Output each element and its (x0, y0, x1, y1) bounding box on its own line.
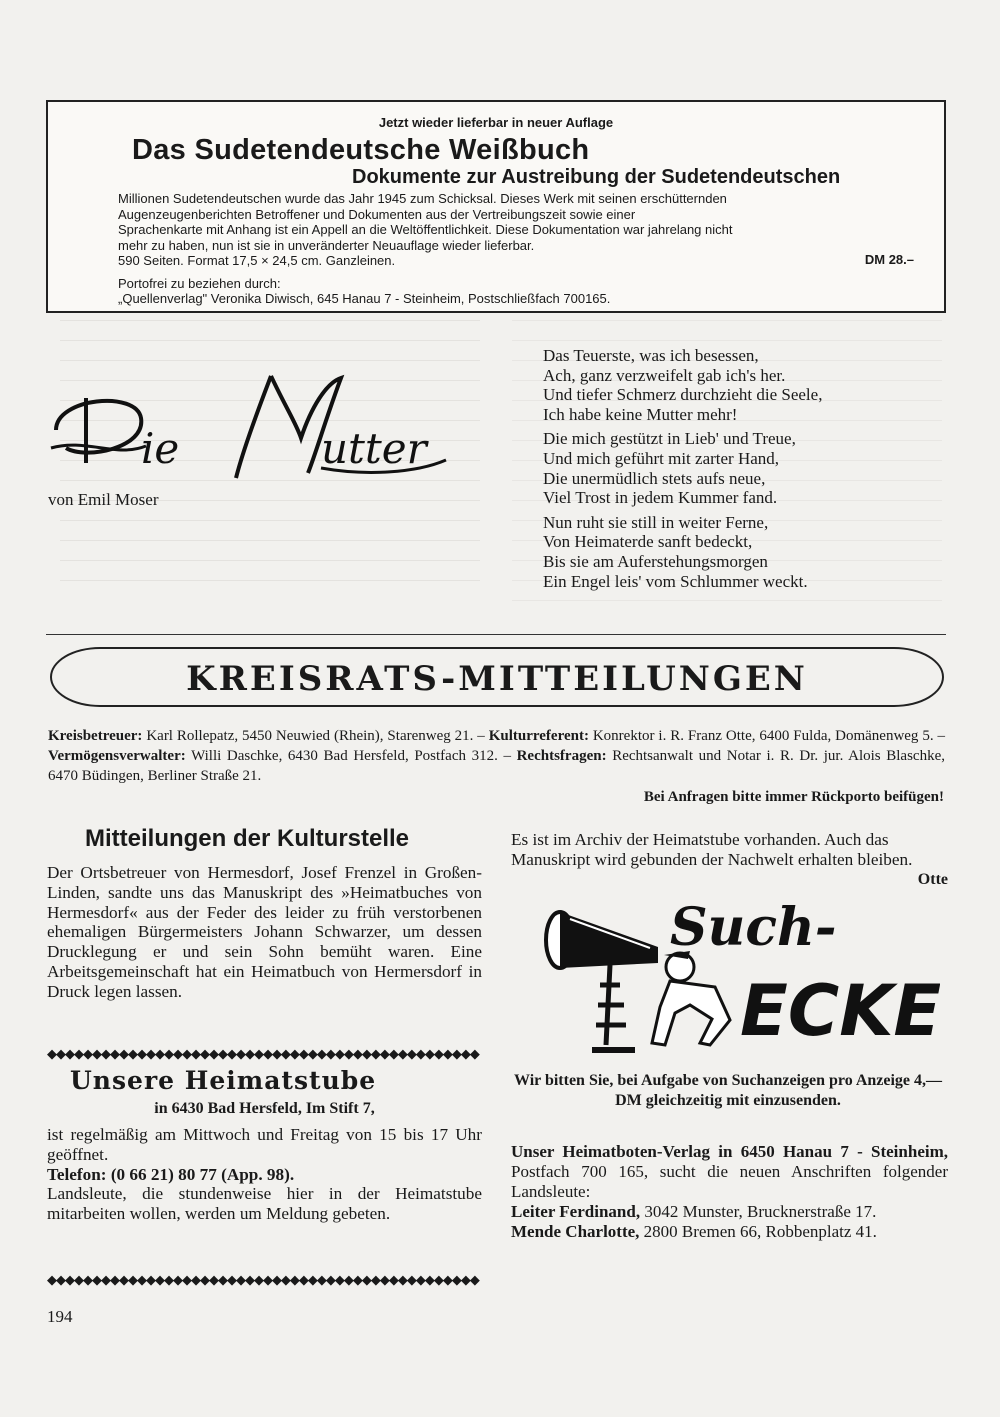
poem-line: Die mich gestützt in Lieb' und Treue, (543, 429, 796, 449)
kreisrat-banner (50, 647, 944, 707)
page-number: 194 (47, 1307, 73, 1326)
poem-author: von Emil Moser (48, 490, 159, 509)
contact-detail: Karl Rollepatz, 5450 Neuwied (Rhein), Starenweg 21. – (142, 728, 489, 744)
rueckporto-note: Bei Anfragen bitte immer Rückporto beifügen! (643, 789, 944, 805)
advert-description (118, 191, 898, 269)
weissbuch-advert (46, 100, 946, 313)
kulturstelle-continued: Es ist im Archiv der Heimatstube vorhanden. Auch das Manuskript wird gebunden der Nachwelt erhalten bleiben. (511, 830, 913, 869)
poem-line: Ein Engel leis' vom Schlummer weckt. (543, 571, 808, 591)
kulturstelle-body: Der Ortsbetreuer von Hermesdorf, Josef Frenzel in Großen-Linden, sandte uns das Manuskript des »Heimatbuches von Hermesdorf« aus der Feder des leider zu früh verstorbenen ehemaligen Bürgermeisters Johann Schwarzer, um dessen Drucklegung er und sein Sohn bemüht waren. Eine Arbeitsgemeinschaft hat ein Heimatbuch von Hermersdorf in Druck legen lassen. (47, 863, 482, 1001)
advert-text-line: Millionen Sudetendeutschen wurde das Jahr 1945 zum Schicksal. Dieses Werk mit seinen erschütternden (118, 191, 727, 206)
heimatstube-heading: Unsere Heimatstube (70, 1066, 377, 1095)
advert-order-info (118, 276, 918, 306)
verlag-intro (511, 1142, 948, 1202)
advert-tagline: Jetzt wieder lieferbar in neuer Auflage (378, 115, 614, 130)
poem-line: Und mich geführt mit zarter Hand, (543, 448, 780, 468)
suchecke-word-ecke: ECKE (740, 970, 940, 1052)
suchecke-logo (540, 895, 940, 1065)
kulturstelle-signature: Otte (917, 871, 948, 888)
poem-line: Nun ruht sie still in weiter Ferne, (543, 512, 769, 532)
verlag-name: Unser Heimatboten-Verlag in 6450 Hanau 7 - Steinheim, (511, 1142, 948, 1161)
diamond-divider: ◆◆◆◆◆◆◆◆◆◆◆◆◆◆◆◆◆◆◆◆◆◆◆◆◆◆◆◆◆◆◆◆◆◆◆◆◆◆◆◆◆◆◆◆◆◆◆◆ (47, 1047, 479, 1060)
kreisrat-contacts (48, 726, 945, 786)
poem-stanza (543, 429, 822, 507)
poem-line: Ach, ganz verzweifelt gab ich's her. (543, 365, 786, 385)
person-address: 3042 Munster, Brucknerstraße 17. (640, 1202, 877, 1221)
contact-detail: Willi Daschke, 6430 Bad Hersfeld, Postfach 312. – (185, 748, 517, 764)
advert-porto: Portofrei zu beziehen durch: (118, 276, 281, 291)
heimatstube-hours: ist regelmäßig am Mittwoch und Freitag von 15 bis 17 Uhr geöffnet. (47, 1125, 482, 1164)
section-divider (46, 634, 946, 635)
poem-line: Von Heimaterde sanft bedeckt, (543, 532, 753, 552)
heimatstube-address: in 6430 Bad Hersfeld, Im Stift 7, (154, 1100, 375, 1117)
advert-title: Das Sudetendeutsche Weißbuch (132, 134, 590, 166)
advert-subtitle: Dokumente zur Austreibung der Sudetendeutschen (352, 166, 841, 188)
diamond-divider: ◆◆◆◆◆◆◆◆◆◆◆◆◆◆◆◆◆◆◆◆◆◆◆◆◆◆◆◆◆◆◆◆◆◆◆◆◆◆◆◆◆◆◆◆◆◆◆◆ (47, 1273, 479, 1286)
poem-line: Viel Trost in jedem Kummer fand. (543, 488, 778, 508)
contact-role: Kreisbetreuer: (48, 728, 143, 744)
search-person (511, 1202, 948, 1222)
advert-address: „Quellenverlag" Veronika Diwisch, 645 Hanau 7 - Steinheim, Postschließfach 700165. (118, 291, 611, 306)
advert-text-line: Augenzeugenberichten Betroffener und Dokumenten aus der Vertreibungszeit sowie einer (118, 206, 636, 222)
advert-text-line: Sprachenkarte mit Anhang ist ein Appell an die Weltöffentlichkeit. Diese Dokumentation war jahrelang nicht (118, 222, 733, 237)
contact-detail: Konrektor i. R. Franz Otte, 6400 Fulda, Domänenweg 5. – (588, 728, 945, 744)
contact-role: Vermögensverwalter: (48, 748, 186, 764)
svg-text:ie: ie (141, 424, 180, 473)
person-name: Mende Charlotte, (511, 1222, 640, 1241)
advert-price: DM 28.– (864, 252, 914, 267)
person-name: Leiter Ferdinand, (511, 1202, 641, 1221)
verlag-text: Postfach 700 165, sucht die neuen Anschriften folgender Landsleute: (511, 1162, 948, 1201)
kulturstelle-heading: Mitteilungen der Kulturstelle (85, 825, 410, 852)
contact-role: Kulturreferent: (488, 728, 589, 744)
suchanzeigen-request: Wir bitten Sie, bei Aufgabe von Suchanzeigen pro Anzeige 4,— DM gleichzeitig mit einzusenden. (513, 1072, 943, 1109)
heimatstube-phone: Telefon: (0 66 21) 80 77 (App. 98). (47, 1164, 295, 1184)
poem (543, 346, 822, 596)
contact-detail: Rechtsanwalt und Notar i. R. Dr. jur. Alois Blaschke, 6470 Büdingen, Berliner Straße 21. (48, 748, 945, 784)
poem-line: Bis sie am Auferstehungsmorgen (543, 551, 768, 571)
svg-text:utter: utter (321, 424, 427, 473)
verlag-notice (511, 1142, 948, 1242)
suchecke-word-such: Such- (670, 897, 837, 958)
poem-line: Ich habe keine Mutter mehr! (543, 404, 738, 424)
mutter-title-logo (46, 368, 466, 488)
poem-stanza (543, 513, 822, 591)
person-address: 2800 Bremen 66, Robbenplatz 41. (639, 1222, 877, 1241)
poem-line: Die unermüdlich stets aufs neue, (543, 468, 766, 488)
advert-text-line: mehr zu haben, nun ist sie in unveränderter Neuauflage wieder lieferbar. (118, 237, 535, 253)
contact-role: Rechtsfragen: (516, 748, 607, 764)
heimatstube-body (47, 1125, 482, 1224)
poem-stanza (543, 346, 822, 424)
poem-line: Das Teuerste, was ich besessen, (543, 346, 759, 365)
advert-text-line: 590 Seiten. Format 17,5 × 24,5 cm. Ganzleinen. (118, 253, 396, 268)
poem-line: Und tiefer Schmerz durchzieht die Seele, (543, 385, 823, 405)
search-person (511, 1222, 948, 1242)
heimatstube-note: Landsleute, die stundenweise hier in der Heimatstube mitarbeiten wollen, werden um Meldung gebeten. (47, 1184, 482, 1224)
kreisrat-title: KREISRATS-MITTEILUNGEN (186, 659, 808, 699)
